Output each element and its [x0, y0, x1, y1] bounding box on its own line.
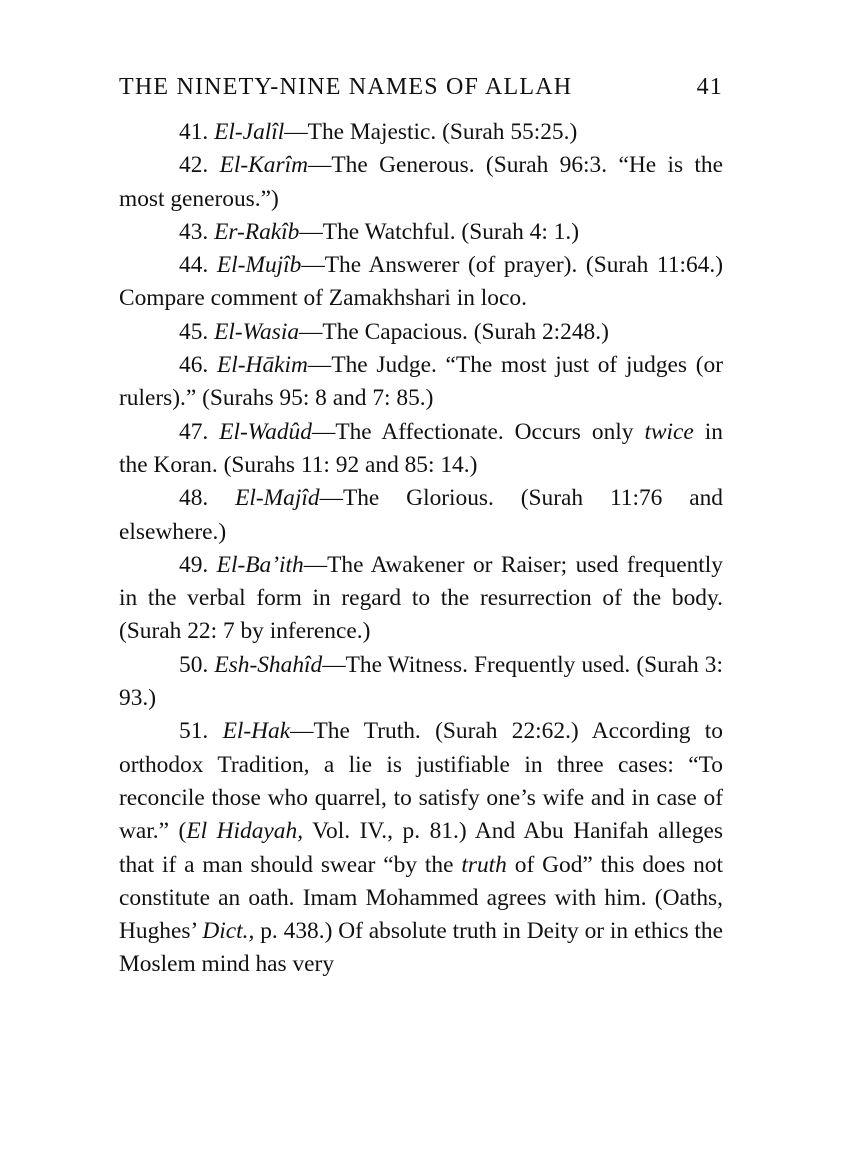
- divine-name: El-Mujîb: [216, 252, 302, 279]
- name-entry-46: [119, 349, 723, 416]
- entry-text: —The Capacious. (Surah 2:248.): [299, 318, 609, 345]
- entry-number: 50.: [179, 651, 209, 678]
- name-entry-51: [119, 715, 723, 981]
- entry-number: 44.: [179, 252, 209, 279]
- divine-name: El-Wadûd: [219, 418, 312, 445]
- name-entry-50: [119, 649, 723, 716]
- book-page: [119, 66, 723, 982]
- divine-name: El-Ba’ith: [216, 551, 304, 578]
- name-entry-43: [119, 216, 723, 249]
- entry-text: —The Glorious. (Surah 11:76 and elsewhere.): [119, 485, 723, 545]
- entry-number: 41.: [179, 119, 209, 145]
- entry-number: 51.: [179, 718, 209, 745]
- entry-text: of God” this does not constitute an oath. Imam Mohammed agrees with him. (Oaths, Hughes’: [119, 851, 724, 945]
- name-entry-49: [119, 549, 723, 649]
- entry-number: 42.: [179, 152, 209, 179]
- entry-text: —The Majestic. (Surah 55:25.): [284, 119, 578, 145]
- running-title: THE NINETY-NINE NAMES OF ALLAH: [119, 74, 573, 100]
- entry-text: —The Witness. Frequently used. (Surah 3: 93.): [119, 651, 723, 712]
- emphasis: El Hidayah,: [186, 818, 304, 845]
- divine-name: Esh-Shahîd: [214, 651, 323, 678]
- entry-text: Vol. IV., p. 81.) And Abu Hanifah alleges that if a man should swear “by the: [119, 818, 724, 878]
- divine-name: El-Wasia: [214, 318, 300, 345]
- divine-name: El-Karîm: [219, 152, 308, 179]
- name-entry-41: [119, 116, 723, 149]
- entry-text: —The Awakener or Raiser; used frequently in the verbal form in regard to the resurrection of the body. (Surah 22: 7 by inference.): [119, 551, 723, 645]
- emphasis: Dict.,: [202, 918, 255, 945]
- name-entry-47: [119, 416, 723, 483]
- entry-text: in the Koran. (Surahs 11: 92 and 85: 14.): [119, 418, 723, 478]
- entry-text: p. 438.) Of absolute truth in Deity or in ethics the Moslem mind has very: [119, 918, 723, 978]
- divine-name: El-Majîd: [235, 485, 320, 512]
- entry-text: —The Generous. (Surah 96:3. “He is the most generous.”): [119, 152, 723, 212]
- entry-number: 48.: [179, 485, 209, 512]
- entry-text: —The Affectionate. Occurs only: [311, 418, 645, 445]
- emphasis: truth: [461, 851, 507, 878]
- emphasis: twice: [644, 418, 694, 445]
- entry-text: —The Answerer (of prayer). (Surah 11:64.) Compare comment of Zamakhshari in loco.: [119, 252, 723, 312]
- name-entry-45: [119, 316, 723, 349]
- entry-text: —The Truth. (Surah 22:62.) According to orthodox Tradition, a lie is justifiable in three cases: “To reconcile those who quarrel, to satisfy one’s wife and in case of war.” (: [119, 718, 723, 845]
- names-list: [119, 116, 723, 982]
- running-head: [119, 66, 723, 108]
- page-number: 41: [696, 74, 723, 100]
- entry-number: 49.: [179, 551, 209, 578]
- entry-number: 45.: [179, 318, 209, 345]
- name-entry-48: [119, 482, 723, 549]
- name-entry-42: [119, 149, 723, 216]
- divine-name: El-Hākim: [216, 352, 308, 379]
- name-entry-44: [119, 249, 723, 316]
- entry-number: 46.: [179, 352, 209, 379]
- divine-name: El-Hak: [222, 718, 291, 745]
- entry-text: —The Judge. “The most just of judges (or rulers).” (Surahs 95: 8 and 7: 85.): [119, 352, 724, 412]
- entry-text: —The Watchful. (Surah 4: 1.): [299, 218, 579, 245]
- entry-number: 47.: [179, 418, 209, 445]
- divine-name: Er-Rakîb: [214, 218, 300, 245]
- divine-name: El-Jalîl: [214, 119, 285, 145]
- entry-number: 43.: [179, 218, 209, 245]
